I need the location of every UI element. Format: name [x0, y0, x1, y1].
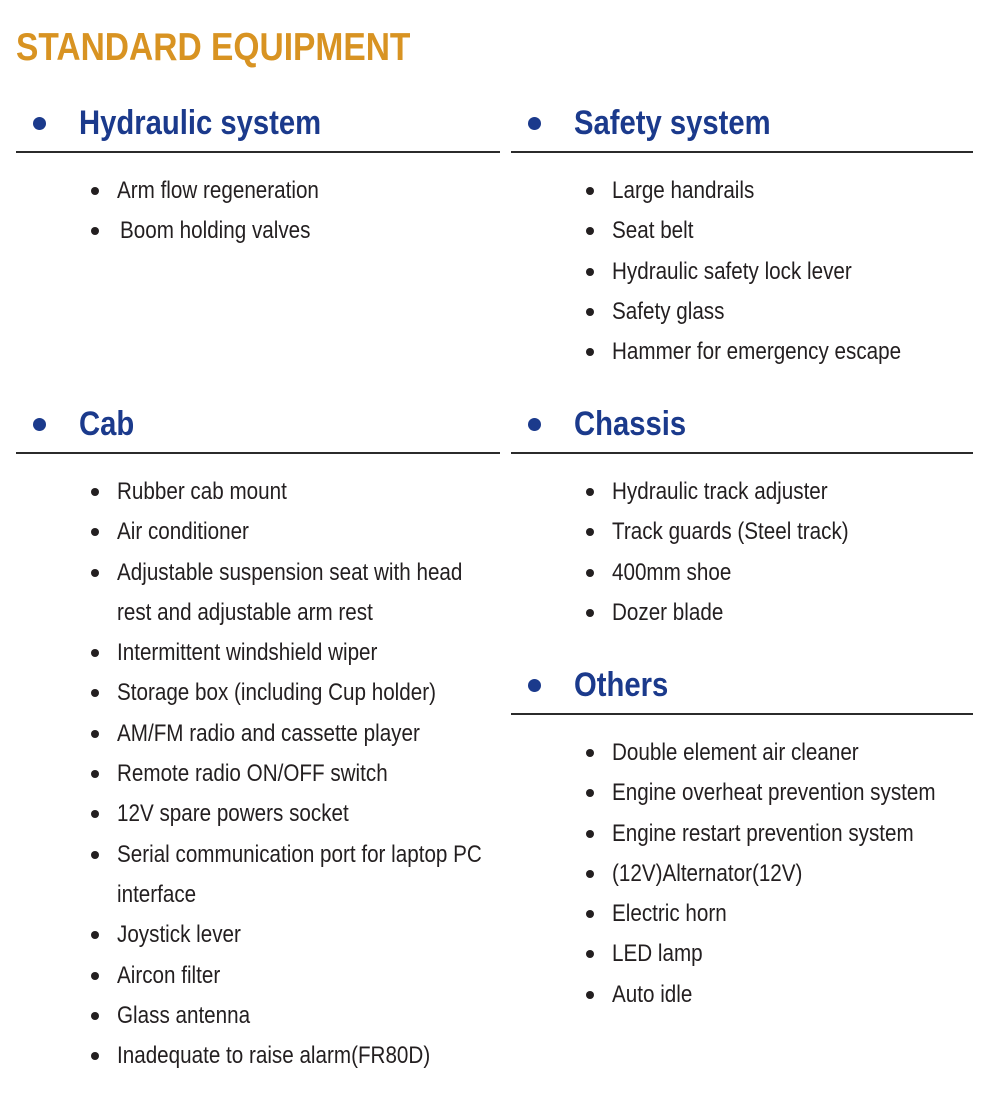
bullet-dot-icon [33, 418, 46, 431]
bullet-icon [91, 770, 99, 778]
bullet-icon [586, 991, 594, 999]
item-list [584, 733, 973, 1015]
section-hydraulic-system [16, 105, 500, 252]
bullet-icon [586, 569, 594, 577]
bullet-icon [586, 609, 594, 617]
list-item: 12V spare powers socket [89, 794, 500, 834]
bullet-icon [586, 227, 594, 235]
list-item: Engine overheat prevention system [584, 773, 973, 813]
bullet-icon [586, 528, 594, 536]
section-others [511, 667, 973, 1015]
list-item: Electric horn [584, 894, 973, 934]
section-title: Chassis [574, 405, 687, 443]
section-cab [16, 406, 500, 1076]
list-item: Storage box (including Cup holder) [89, 673, 500, 713]
bullet-icon [91, 1012, 99, 1020]
item-list [584, 171, 973, 372]
list-item: Air conditioner [89, 512, 500, 552]
list-item: (12V)Alternator(12V) [584, 854, 973, 894]
bullet-icon [586, 268, 594, 276]
section-chassis [511, 406, 973, 633]
section-header [16, 105, 500, 153]
list-item: Hydraulic safety lock lever [584, 252, 973, 292]
bullet-icon [91, 689, 99, 697]
list-item: Aircon filter [89, 956, 500, 996]
item-list [89, 472, 500, 1076]
bullet-icon [91, 227, 99, 235]
bullet-icon [586, 488, 594, 496]
bullet-icon [91, 569, 99, 577]
bullet-icon [586, 308, 594, 316]
list-item: Arm flow regeneration [89, 171, 500, 211]
bullet-dot-icon [33, 117, 46, 130]
section-title: Others [574, 666, 669, 704]
list-item: Engine restart prevention system [584, 814, 973, 854]
list-item: Intermittent windshield wiper [89, 633, 500, 673]
bullet-icon [586, 950, 594, 958]
bullet-icon [91, 730, 99, 738]
bullet-icon [91, 972, 99, 980]
list-item: Adjustable suspension seat with head rest and adjustable arm rest [89, 553, 500, 634]
list-item: AM/FM radio and cassette player [89, 714, 500, 754]
list-item: Large handrails [584, 171, 973, 211]
list-item: Hydraulic track adjuster [584, 472, 973, 512]
item-list [89, 171, 500, 252]
bullet-dot-icon [528, 418, 541, 431]
bullet-icon [91, 931, 99, 939]
section-header [511, 406, 973, 454]
bullet-icon [91, 810, 99, 818]
list-item: Hammer for emergency escape [584, 332, 973, 372]
list-item: Rubber cab mount [89, 472, 500, 512]
bullet-icon [91, 851, 99, 859]
item-list [584, 472, 973, 633]
bullet-dot-icon [528, 679, 541, 692]
list-item: LED lamp [584, 934, 973, 974]
list-item: Glass antenna [89, 996, 500, 1036]
list-item: Seat belt [584, 211, 973, 251]
bullet-icon [586, 870, 594, 878]
section-safety-system [511, 105, 973, 372]
bullet-icon [586, 348, 594, 356]
bullet-icon [91, 1052, 99, 1060]
bullet-icon [586, 749, 594, 757]
list-item: Safety glass [584, 292, 973, 332]
section-header [16, 406, 500, 454]
section-header [511, 105, 973, 153]
bullet-icon [91, 187, 99, 195]
list-item: Joystick lever [89, 915, 500, 955]
list-item: Inadequate to raise alarm(FR80D) [89, 1036, 500, 1076]
section-header [511, 667, 973, 715]
bullet-icon [586, 789, 594, 797]
bullet-icon [91, 528, 99, 536]
list-item: Double element air cleaner [584, 733, 973, 773]
bullet-icon [586, 187, 594, 195]
list-item: Boom holding valves [89, 211, 500, 251]
bullet-dot-icon [528, 117, 541, 130]
list-item: Track guards (Steel track) [584, 512, 973, 552]
list-item: Remote radio ON/OFF switch [89, 754, 500, 794]
list-item: Serial communication port for laptop PC interface [89, 835, 500, 916]
bullet-icon [586, 910, 594, 918]
bullet-icon [91, 488, 99, 496]
section-title: Safety system [574, 104, 771, 142]
section-title: Hydraulic system [79, 104, 322, 142]
page-title: STANDARD EQUIPMENT [16, 26, 411, 69]
bullet-icon [586, 830, 594, 838]
list-item: 400mm shoe [584, 553, 973, 593]
list-item: Auto idle [584, 975, 973, 1015]
section-title: Cab [79, 405, 135, 443]
bullet-icon [91, 649, 99, 657]
list-item: Dozer blade [584, 593, 973, 633]
